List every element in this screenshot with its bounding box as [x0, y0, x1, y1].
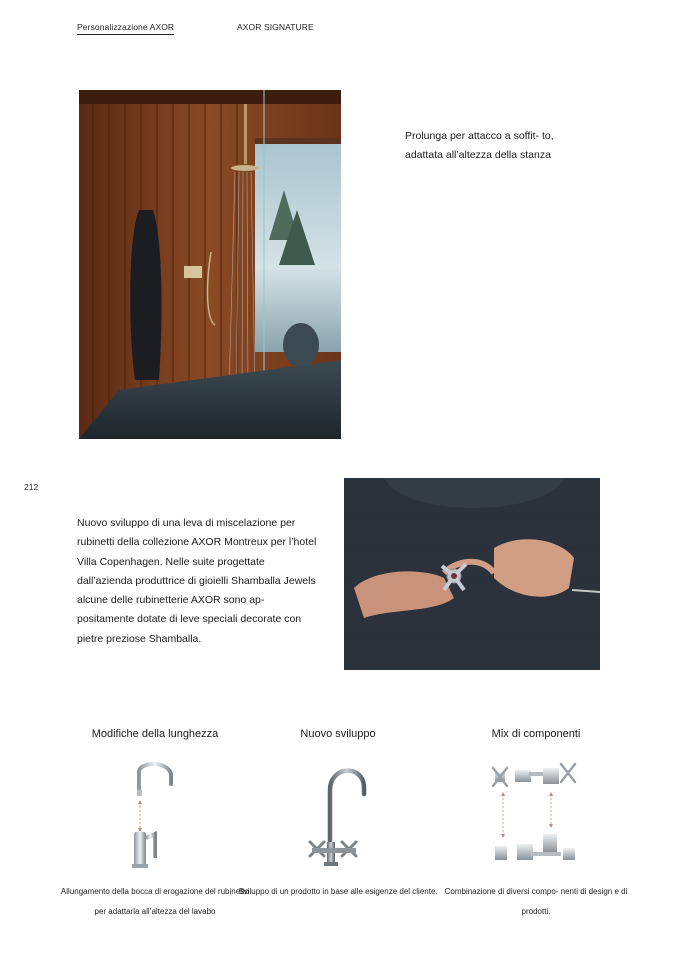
shower-caption: Prolunga per attacco a soffit- to, adattata all’altezza della stanza [405, 130, 554, 161]
shower-photo [79, 90, 341, 439]
page-number: 212 [24, 482, 39, 492]
extended-spout-faucet-icon [125, 760, 185, 870]
column-title: Modifiche della lunghezza [91, 728, 219, 740]
column-description: Sviluppo di un prodotto in base alle esigenze del cliente. [238, 887, 438, 896]
body-paragraph: Nuovo sviluppo di una leva di miscelazione per rubinetti della collezione AXOR Montreux per l’hotel Villa Copenhagen. Nelle suite progettate dall’azienda produttrice di gioielli Shamballa Jewels alcune delle rubinetterie AXOR sono ap- positamente dotate di leve speciali decorate con pietre preziose Shamballa. [77, 517, 317, 645]
wall-mixer-components-icon [491, 760, 581, 870]
column-description: Allungamento della bocca di erogazione del rubinetto per adattarla all’altezza del lavabo [60, 887, 250, 916]
collection-title: AXOR SIGNATURE [237, 22, 314, 32]
hands-photo [344, 478, 600, 670]
cross-handle-faucet-icon [298, 760, 378, 870]
component-mix-column [436, 728, 636, 922]
column-description: Combinazione di diversi compo- nenti di design e di prodotti. [444, 887, 628, 916]
section-title: Personalizzazione AXOR [77, 22, 174, 35]
column-title: Nuovo sviluppo [300, 728, 376, 740]
new-development-column [238, 728, 438, 902]
length-modification-column [55, 728, 255, 922]
column-title: Mix di componenti [491, 728, 581, 740]
